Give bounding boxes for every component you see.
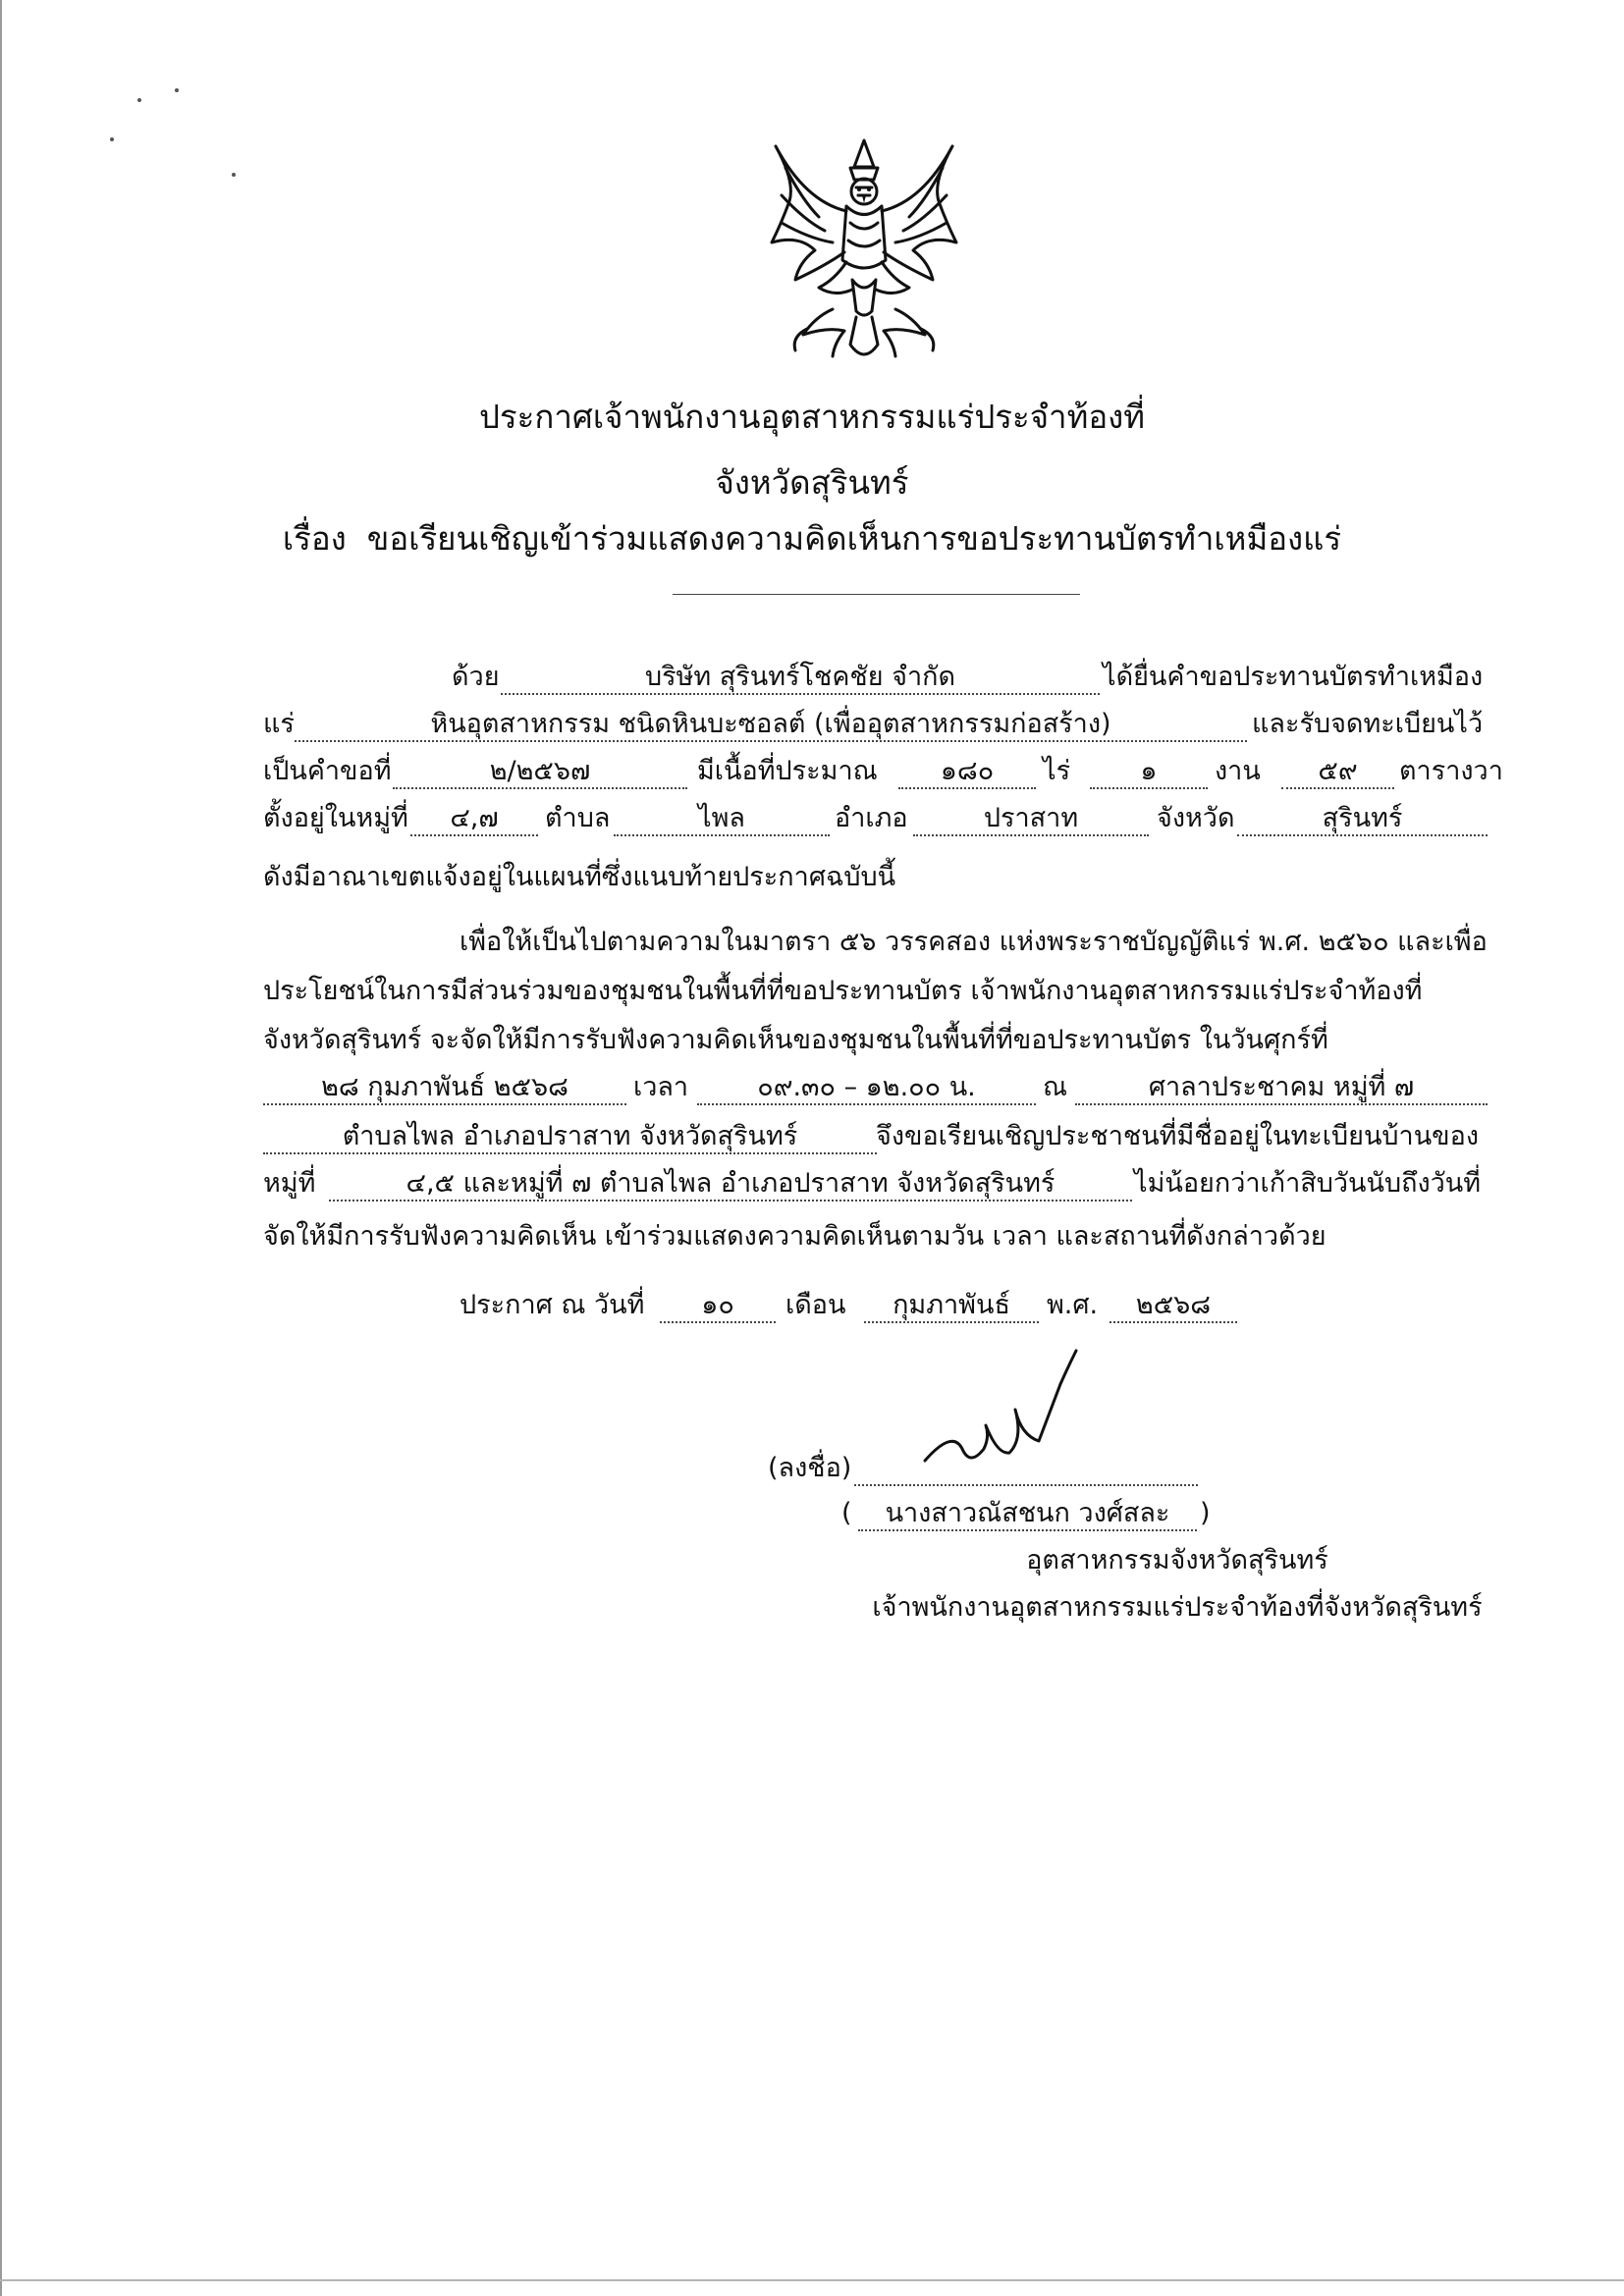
ngan-label: งาน	[1215, 756, 1261, 786]
paragraph2-line1: เพื่อให้เป็นไปตามความในมาตรา ๕๖ วรรคสอง แห่งพระราชบัญญัติแร่ พ.ศ. ๒๕๖๐ และเพื่อ	[460, 927, 1488, 957]
paragraph1-line2	[0, 703, 1624, 746]
invite-text: จึงขอเรียนเชิญประชาชนที่มีชื่ออยู่ในทะเบียนบ้านของ	[876, 1121, 1480, 1151]
scan-speck	[137, 98, 141, 102]
wa-label: ตารางวา	[1399, 756, 1503, 786]
paragraph1-line3	[0, 750, 1624, 793]
title-divider	[673, 594, 1080, 595]
signer-position: เจ้าพนักงานอุตสาหกรรมแร่ประจำท้องที่จังหวัดสุรินทร์	[872, 1592, 1483, 1623]
at-label: ณ	[1043, 1072, 1068, 1102]
amphoe-field: ปราสาท	[913, 797, 1149, 836]
name-close-paren: )	[1200, 1498, 1211, 1528]
hearing-date-field: ๒๘ กุมภาพันธ์ ๒๕๖๘	[263, 1066, 626, 1105]
moo-list-label: หมู่ที่	[263, 1168, 316, 1199]
announce-day-field: ๑๐	[660, 1284, 776, 1323]
tambon-label: ตำบล	[545, 803, 611, 833]
rai-label: ไร่	[1043, 756, 1071, 786]
area-ngan-field: ๑	[1090, 750, 1208, 789]
venue-field: ศาลาประชาคม หมู่ที่ ๗	[1075, 1066, 1488, 1105]
area-rai-field: ๑๘๐	[898, 750, 1036, 789]
notice-subject	[0, 512, 1624, 564]
company-field: บริษัท สุรินทร์โชคชัย จำกัด	[501, 656, 1100, 695]
area-label: มีเนื้อที่ประมาณ	[697, 756, 878, 786]
signer-name-line	[0, 1492, 1624, 1535]
signature-field	[854, 1447, 1198, 1486]
time-label: เวลา	[633, 1072, 689, 1102]
paragraph2-line4	[0, 1066, 1624, 1109]
scan-speck	[232, 173, 236, 177]
tambon-field: ไพล	[614, 797, 830, 836]
announce-year-field: ๒๕๖๘	[1110, 1284, 1237, 1323]
paragraph1-line4	[0, 797, 1624, 840]
mineral-field: หินอุตสาหกรรม ชนิดหินบะซอลต์ (เพื่ออุตสาหกรรมก่อสร้าง)	[295, 703, 1247, 742]
request-no-label: เป็นคำขอที่	[263, 756, 392, 786]
map-note: ดังมีอาณาเขตแจ้งอยู่ในแผนที่ซึ่งแนบท้ายประกาศฉบับนี้	[263, 862, 896, 892]
paragraph2-line5	[0, 1115, 1624, 1158]
ninety-days-text: ไม่น้อยกว่าเก้าสิบวันนับถึงวันที่	[1134, 1168, 1482, 1199]
sign-label: (ลงชื่อ)	[768, 1453, 852, 1483]
venue-location-field: ตำบลไพล อำเภอปราสาท จังหวัดสุรินทร์	[263, 1115, 877, 1154]
paragraph1-line1	[0, 656, 1624, 699]
moo-field: ๔,๗	[410, 797, 538, 836]
hearing-time-field: ๐๙.๓๐ – ๑๒.๐๐ น.	[697, 1066, 1036, 1105]
name-open-paren: (	[841, 1498, 852, 1528]
signature-line	[0, 1447, 1624, 1490]
month-label: เดือน	[785, 1290, 846, 1320]
announce-label: ประกาศ ณ วันที่	[460, 1290, 645, 1320]
scan-speck	[110, 137, 114, 141]
signer-name-field: นางสาวณัสชนก วงศ์สละ	[858, 1492, 1197, 1531]
filed-text: ได้ยื่นคำขอประทานบัตรทำเหมือง	[1103, 662, 1484, 692]
paragraph2-line2: ประโยชน์ในการมีส่วนร่วมของชุมชนในพื้นที่ที่ขอประทานบัตร เจ้าพนักงานอุตสาหกรรมแร่ประจำท้องที่	[263, 976, 1423, 1006]
subject-text: ขอเรียนเชิญเข้าร่วมแสดงความคิดเห็นการขอประทานบัตรทำเหมืองแร่	[366, 519, 1342, 558]
notice-province: จังหวัดสุรินทร์	[715, 463, 909, 502]
year-label: พ.ศ.	[1047, 1290, 1099, 1320]
amphoe-label: อำเภอ	[835, 803, 908, 833]
moo-list-field: ๔,๕ และหมู่ที่ ๗ ตำบลไพล อำเภอปราสาท จังหวัดสุรินทร์	[329, 1162, 1132, 1201]
by-label: ด้วย	[452, 662, 500, 692]
province-label: จังหวัด	[1157, 803, 1235, 833]
area-wa-field: ๕๙	[1281, 750, 1394, 789]
announce-line	[0, 1284, 1624, 1327]
mineral-label: แร่	[263, 709, 295, 739]
scan-speck	[175, 88, 179, 92]
garuda-emblem-icon	[756, 133, 972, 368]
paragraph2-line6	[0, 1162, 1624, 1205]
paragraph2-line7: จัดให้มีการรับฟังความคิดเห็น เข้าร่วมแสดงความคิดเห็นตามวัน เวลา และสถานที่ดังกล่าวด้วย	[263, 1221, 1326, 1252]
moo-label: ตั้งอยู่ในหมู่ที่	[263, 803, 408, 833]
page-edge	[0, 2279, 1624, 2281]
request-no-field: ๒/๒๕๖๗	[393, 750, 687, 789]
registered-text: และรับจดทะเบียนไว้	[1252, 709, 1484, 739]
announce-month-field: กุมภาพันธ์	[864, 1284, 1039, 1323]
subject-label: เรื่อง	[282, 519, 347, 558]
signer-title: อุตสาหกรรมจังหวัดสุรินทร์	[1026, 1545, 1328, 1575]
province-field: สุรินทร์	[1237, 797, 1488, 836]
notice-title: ประกาศเจ้าพนักงานอุตสาหกรรมแร่ประจำท้องที่	[478, 398, 1146, 436]
paragraph2-line3: จังหวัดสุรินทร์ จะจัดให้มีการรับฟังความคิดเห็นของชุมชนในพื้นที่ที่ขอประทานบัตร ในวันศุกร์ที่	[263, 1025, 1328, 1055]
